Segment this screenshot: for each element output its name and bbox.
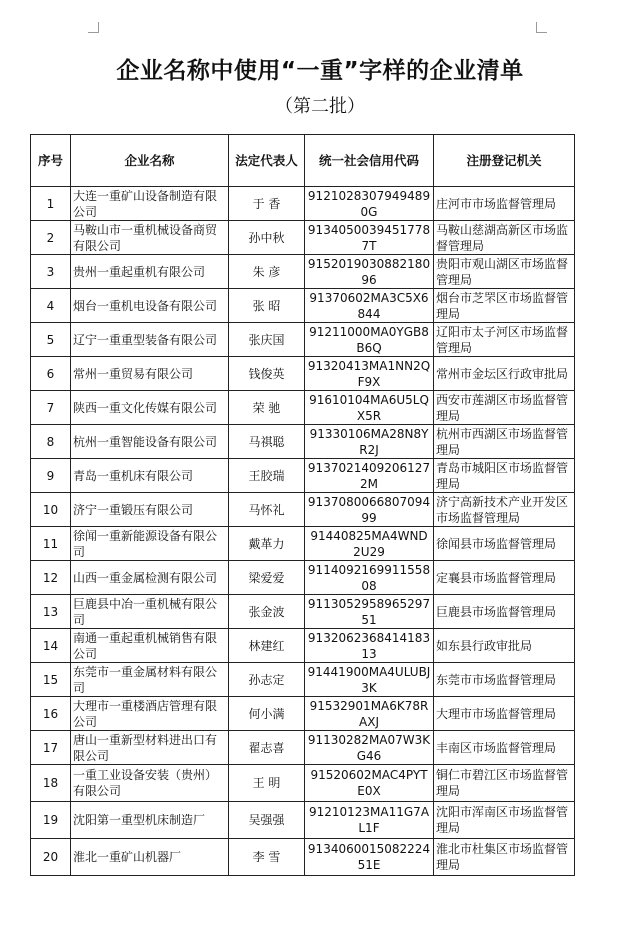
credit-code: 911305295896529751 bbox=[305, 595, 434, 629]
credit-code: 91441900MA4ULUBJ3K bbox=[305, 663, 434, 697]
table-row bbox=[31, 839, 575, 876]
registration-authority: 西安市莲湖区市场监督管理局 bbox=[434, 391, 575, 425]
company-name: 唐山一重新型材料进出口有限公司 bbox=[71, 731, 229, 765]
company-name: 淮北一重矿山机器厂 bbox=[71, 839, 229, 876]
row-index: 4 bbox=[31, 289, 71, 323]
crop-mark-left bbox=[88, 22, 99, 33]
document-subtitle: （第二批） bbox=[275, 96, 365, 117]
credit-code: 91370602MA3C5X6844 bbox=[305, 289, 434, 323]
credit-code: 91520602MAC4PYTE0X bbox=[305, 765, 434, 802]
company-name: 陕西一重文化传媒有限公司 bbox=[71, 391, 229, 425]
registration-authority: 庄河市市场监督管理局 bbox=[434, 187, 575, 221]
registration-authority: 徐闻县市场监督管理局 bbox=[434, 527, 575, 561]
legal-representative: 戴革力 bbox=[229, 527, 305, 561]
row-index: 5 bbox=[31, 323, 71, 357]
document-title: 企业名称中使用“一重”字样的企业清单 bbox=[116, 58, 524, 84]
legal-representative: 何小满 bbox=[229, 697, 305, 731]
company-name: 一重工业设备安装（贵州）有限公司 bbox=[71, 765, 229, 802]
legal-representative: 王 明 bbox=[229, 765, 305, 802]
legal-representative: 张金波 bbox=[229, 595, 305, 629]
registration-authority: 定襄县市场监督管理局 bbox=[434, 561, 575, 595]
row-index: 13 bbox=[31, 595, 71, 629]
table-row bbox=[31, 255, 575, 289]
registration-authority: 沈阳市浑南区市场监督管理局 bbox=[434, 802, 575, 839]
table-row bbox=[31, 187, 575, 221]
registration-authority: 杭州市西湖区市场监督管理局 bbox=[434, 425, 575, 459]
legal-representative: 朱 彦 bbox=[229, 255, 305, 289]
crop-mark-right bbox=[536, 22, 547, 33]
row-index: 18 bbox=[31, 765, 71, 802]
company-name: 贵州一重起重机有限公司 bbox=[71, 255, 229, 289]
credit-code: 91340500394517787T bbox=[305, 221, 434, 255]
credit-code: 91440825MA4WND2U29 bbox=[305, 527, 434, 561]
table-row bbox=[31, 221, 575, 255]
company-name: 青岛一重机床有限公司 bbox=[71, 459, 229, 493]
credit-code: 91320413MA1NN2QF9X bbox=[305, 357, 434, 391]
legal-representative: 翟志喜 bbox=[229, 731, 305, 765]
credit-code: 91532901MA6K78RAXJ bbox=[305, 697, 434, 731]
company-name: 东莞市一重金属材料有限公司 bbox=[71, 663, 229, 697]
credit-code: 91211000MA0YGB8B6Q bbox=[305, 323, 434, 357]
company-name: 大连一重矿山设备制造有限公司 bbox=[71, 187, 229, 221]
legal-representative: 钱俊英 bbox=[229, 357, 305, 391]
table-row bbox=[31, 357, 575, 391]
legal-representative: 孙中秋 bbox=[229, 221, 305, 255]
credit-code: 913406001508222451E bbox=[305, 839, 434, 876]
row-index: 2 bbox=[31, 221, 71, 255]
registration-authority: 大理市市场监督管理局 bbox=[434, 697, 575, 731]
company-name: 巨鹿县中冶一重机械有限公司 bbox=[71, 595, 229, 629]
legal-representative: 荣 驰 bbox=[229, 391, 305, 425]
table-row bbox=[31, 493, 575, 527]
row-index: 6 bbox=[31, 357, 71, 391]
row-index: 9 bbox=[31, 459, 71, 493]
legal-representative: 于 香 bbox=[229, 187, 305, 221]
row-index: 20 bbox=[31, 839, 71, 876]
legal-representative: 马怀礼 bbox=[229, 493, 305, 527]
company-name: 马鞍山市一重机械设备商贸有限公司 bbox=[71, 221, 229, 255]
company-name: 山西一重金属检测有限公司 bbox=[71, 561, 229, 595]
legal-representative: 张庆国 bbox=[229, 323, 305, 357]
legal-representative: 李 雪 bbox=[229, 839, 305, 876]
table-row bbox=[31, 561, 575, 595]
row-index: 14 bbox=[31, 629, 71, 663]
company-name: 沈阳第一重型机床制造厂 bbox=[71, 802, 229, 839]
row-index: 12 bbox=[31, 561, 71, 595]
credit-code: 915201903088218096 bbox=[305, 255, 434, 289]
company-name: 南通一重起重机械销售有限公司 bbox=[71, 629, 229, 663]
row-index: 11 bbox=[31, 527, 71, 561]
registration-authority: 马鞍山慈湖高新区市场监督管理局 bbox=[434, 221, 575, 255]
table-row bbox=[31, 391, 575, 425]
company-name: 济宁一重锻压有限公司 bbox=[71, 493, 229, 527]
credit-code: 91210123MA11G7AL1F bbox=[305, 802, 434, 839]
table-row bbox=[31, 802, 575, 839]
row-index: 7 bbox=[31, 391, 71, 425]
table-row bbox=[31, 663, 575, 697]
company-name: 常州一重贸易有限公司 bbox=[71, 357, 229, 391]
registration-authority: 济宁高新技术产业开发区市场监督管理局 bbox=[434, 493, 575, 527]
credit-code: 91370214092061272M bbox=[305, 459, 434, 493]
legal-representative: 梁爱爱 bbox=[229, 561, 305, 595]
credit-code: 91330106MA28N8YR2J bbox=[305, 425, 434, 459]
table-row bbox=[31, 731, 575, 765]
credit-code: 913708006680709499 bbox=[305, 493, 434, 527]
registration-authority: 辽阳市太子河区市场监督管理局 bbox=[434, 323, 575, 357]
company-name: 徐闻一重新能源设备有限公司 bbox=[71, 527, 229, 561]
row-index: 19 bbox=[31, 802, 71, 839]
row-index: 1 bbox=[31, 187, 71, 221]
registration-authority: 巨鹿县市场监督管理局 bbox=[434, 595, 575, 629]
credit-code: 91210283079494890G bbox=[305, 187, 434, 221]
table-row bbox=[31, 459, 575, 493]
legal-representative: 张 昭 bbox=[229, 289, 305, 323]
table-row bbox=[31, 425, 575, 459]
row-index: 16 bbox=[31, 697, 71, 731]
credit-code: 91610104MA6U5LQX5R bbox=[305, 391, 434, 425]
table-row bbox=[31, 289, 575, 323]
registration-authority: 贵阳市观山湖区市场监督管理局 bbox=[434, 255, 575, 289]
legal-representative: 林建红 bbox=[229, 629, 305, 663]
registration-authority: 淮北市杜集区市场监督管理局 bbox=[434, 839, 575, 876]
row-index: 15 bbox=[31, 663, 71, 697]
row-index: 17 bbox=[31, 731, 71, 765]
table-row bbox=[31, 629, 575, 663]
row-index: 8 bbox=[31, 425, 71, 459]
row-index: 3 bbox=[31, 255, 71, 289]
legal-representative: 王胶瑞 bbox=[229, 459, 305, 493]
header-company-name: 企业名称 bbox=[71, 135, 229, 187]
legal-representative: 吴强强 bbox=[229, 802, 305, 839]
registration-authority: 铜仁市碧江区市场监督管理局 bbox=[434, 765, 575, 802]
table-row bbox=[31, 595, 575, 629]
table-header-row bbox=[31, 135, 575, 187]
table-row bbox=[31, 697, 575, 731]
enterprise-table bbox=[30, 134, 575, 876]
legal-representative: 孙志定 bbox=[229, 663, 305, 697]
company-name: 辽宁一重重型装备有限公司 bbox=[71, 323, 229, 357]
legal-representative: 马祺聪 bbox=[229, 425, 305, 459]
registration-authority: 东莞市市场监督管理局 bbox=[434, 663, 575, 697]
company-name: 大理市一重楼酒店管理有限公司 bbox=[71, 697, 229, 731]
row-index: 10 bbox=[31, 493, 71, 527]
registration-authority: 如东县行政审批局 bbox=[434, 629, 575, 663]
header-index: 序号 bbox=[31, 135, 71, 187]
header-credit-code: 统一社会信用代码 bbox=[305, 135, 434, 187]
company-name: 杭州一重智能设备有限公司 bbox=[71, 425, 229, 459]
company-name: 烟台一重机电设备有限公司 bbox=[71, 289, 229, 323]
table-row bbox=[31, 323, 575, 357]
registration-authority: 青岛市城阳区市场监督管理局 bbox=[434, 459, 575, 493]
registration-authority: 常州市金坛区行政审批局 bbox=[434, 357, 575, 391]
credit-code: 91130282MA07W3KG46 bbox=[305, 731, 434, 765]
table-row bbox=[31, 765, 575, 802]
header-legal-representative: 法定代表人 bbox=[229, 135, 305, 187]
credit-code: 911409216991155808 bbox=[305, 561, 434, 595]
credit-code: 913206236841418313 bbox=[305, 629, 434, 663]
registration-authority: 丰南区市场监督管理局 bbox=[434, 731, 575, 765]
header-registration-authority: 注册登记机关 bbox=[434, 135, 575, 187]
registration-authority: 烟台市芝罘区市场监督管理局 bbox=[434, 289, 575, 323]
table-row bbox=[31, 527, 575, 561]
